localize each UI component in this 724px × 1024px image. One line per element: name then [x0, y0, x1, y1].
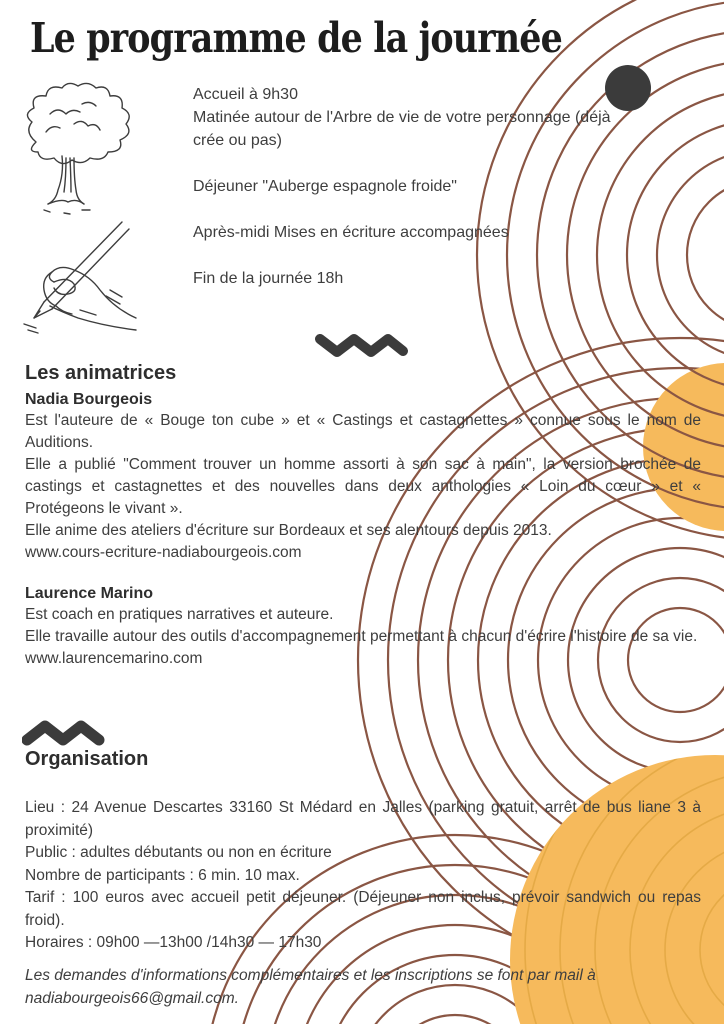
section-heading-organisation: Organisation — [25, 748, 149, 770]
schedule-item: Déjeuner "Auberge espagnole froide" — [193, 178, 457, 195]
squiggle-divider-icon — [315, 334, 411, 360]
detail-tarif: Tarif : 100 euros avec accueil petit déjeuner. (Déjeuner non inclus, prévoir sandwich ou repas froid). — [25, 889, 701, 929]
person-website: www.cours-ecriture-nadiabourgeois.com — [25, 544, 302, 561]
schedule-item: Matinée autour de l'Arbre de vie de votre personnage (déjà crée ou pas) — [193, 109, 611, 149]
contact-note: Les demandes d'informations complémentaires et les inscriptions se font par mail à nadiabourgeois66@gmail.com. — [25, 966, 596, 1007]
schedule-item: Après-midi Mises en écriture accompagnées — [193, 224, 509, 241]
schedule-item: Accueil à 9h30 — [193, 86, 298, 103]
tree-illustration — [27, 83, 129, 214]
squiggle-divider-icon — [22, 719, 118, 747]
section-organisation — [25, 748, 701, 1010]
person-bio-line: Est l'auteure de « Bouge ton cube » et « Castings et castagnettes » connue sous le nom de Auditions. — [25, 412, 701, 451]
person-website: www.laurencemarino.com — [25, 650, 203, 667]
detail-participants: Nombre de participants : 6 min. 10 max. — [25, 866, 300, 884]
section-heading-animatrices: Les animatrices — [25, 362, 177, 384]
schedule-list — [193, 83, 633, 290]
person-name-laurence: Laurence Marino — [25, 585, 154, 602]
section-animatrices — [25, 362, 701, 670]
detail-horaires: Horaires : 09h00 —13h00 /14h30 — 17h30 — [25, 934, 322, 951]
person-bio-line: Elle anime des ateliers d'écriture sur Bordeaux et ses alentours depuis 2013. — [25, 522, 552, 539]
schedule-item: Fin de la journée 18h — [193, 270, 344, 287]
person-name-nadia: Nadia Bourgeois — [25, 391, 153, 408]
organisation-details — [25, 797, 701, 955]
person-bio-line: Elle a publié "Comment trouver un homme assorti à son sac à main", la version brochée de castings et castagnettes et des nouvelles dans deux anthologies « Loin du cœur » et « Protégeons le vivant ». — [25, 456, 701, 517]
detail-public: Public : adultes débutants ou non en écriture — [25, 844, 332, 861]
page-title: Le programme de la journée — [30, 14, 562, 62]
person-bio-line: Elle travaille autour des outils d'accompagnement permettant à chacun d'écrire l'histoire de sa vie. — [25, 628, 698, 645]
writing-hand-illustration — [24, 222, 136, 333]
detail-lieu: Lieu : 24 Avenue Descartes 33160 St Médard en Jalles (parking gratuit, arrêt de bus liane 3 à proximité) — [25, 799, 701, 839]
person-bio-line: Est coach en pratiques narratives et auteure. — [25, 606, 334, 623]
